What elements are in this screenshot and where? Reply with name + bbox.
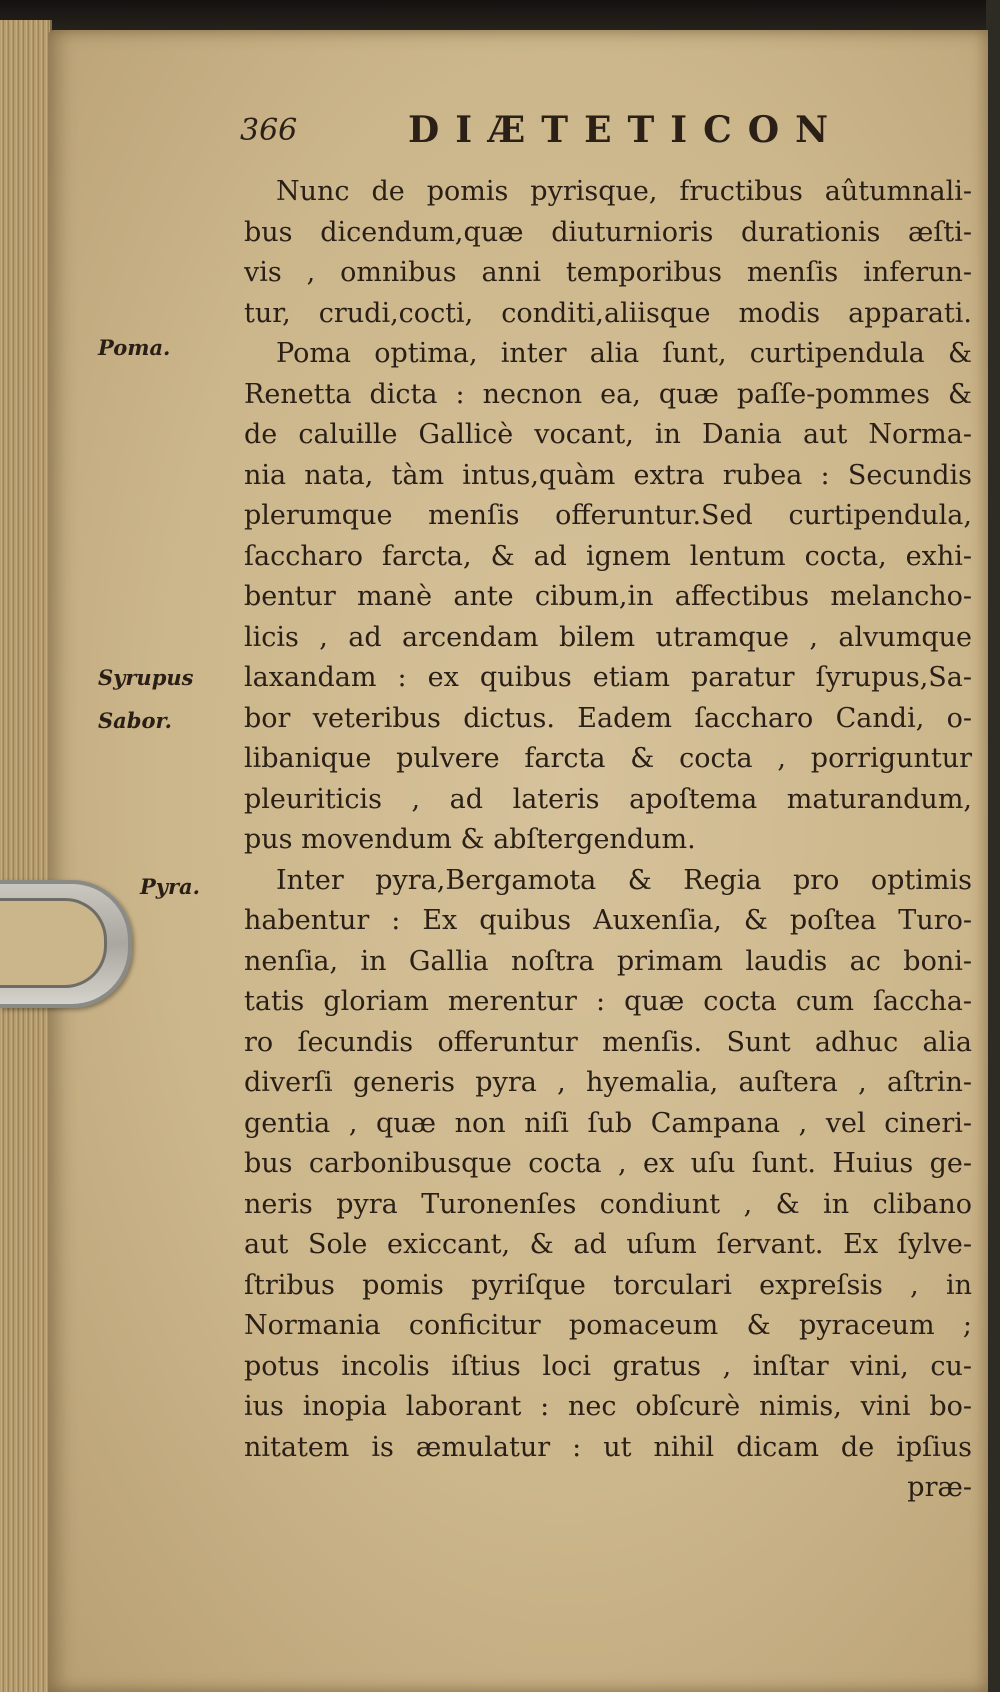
text-line-9: plerumque menſis offeruntur.Sed curtipendula, [244, 500, 972, 531]
page-clip-inner [0, 898, 107, 988]
text-line-23: diverſi generis pyra , hyemalia, auſtera , aſtrin- [244, 1067, 972, 1098]
text-line-31: ius inopia laborant : nec obſcurè nimis, vini bo- [244, 1391, 972, 1422]
text-line-16: pleuriticis , ad lateris apoſtema maturandum, [244, 783, 972, 815]
margin-note-syrupus: Syrupus [98, 665, 194, 690]
text-line-27: aut Sole exiccant, & ad uſum ſervant. Ex ſylve- [244, 1229, 972, 1260]
text-line-32: nitatem is æmulatur : ut nihil dicam de ipſius [244, 1431, 972, 1463]
text-line-18: Inter pyra,Bergamota & Regia pro optimis [276, 864, 972, 896]
text-line-17: pus movendum & abſtergendum. [244, 824, 696, 855]
text-line-5: Poma optima, inter alia ſunt, curtipendula & [276, 338, 972, 369]
text-line-28: ſtribus pomis pyriſque torculari expreſsis , in [244, 1269, 972, 1301]
text-line-10: ſaccharo farcta, & ad ignem lentum cocta, exhi- [244, 540, 972, 572]
running-head: DIÆTETICON [408, 109, 845, 151]
text-line-20: nenſia, in Gallia noſtra primam laudis ac boni- [244, 945, 972, 977]
text-line-22: ro ſecundis offeruntur menſis. Sunt adhuc alia [244, 1026, 972, 1058]
margin-note-pyra: Pyra. [140, 874, 200, 899]
page-stack-edges [0, 20, 52, 1692]
text-line-19: habentur : Ex quibus Auxenſia, & poſtea Turo- [244, 905, 972, 936]
text-line-3: vis , omnibus anni temporibus menſis inferun- [244, 257, 972, 288]
text-line-1: Nunc de pomis pyrisque, fructibus aûtumnali- [276, 176, 972, 207]
page-number: 366 [240, 113, 298, 148]
text-line-25: bus carbonibusque cocta , ex uſu ſunt. Huius ge- [244, 1148, 972, 1179]
text-line-4: tur, crudi,cocti, conditi,aliisque modis apparati. [244, 297, 972, 329]
text-line-29: Normania conficitur pomaceum & pyraceum ; [244, 1310, 972, 1341]
background-right [986, 0, 1000, 1692]
text-line-26: neris pyra Turonenſes condiunt , & in clibano [244, 1188, 972, 1220]
text-line-13: laxandam : ex quibus etiam paratur ſyrupus,Sa- [244, 662, 972, 693]
text-line-14: bor veteribus dictus. Eadem ſaccharo Candi, o- [244, 702, 972, 734]
text-line-30: potus incolis iſtius loci gratus , inſtar vini, cu- [244, 1350, 972, 1382]
text-line-11: bentur manè ante cibum,in affectibus melancho- [244, 581, 972, 612]
body-text [244, 172, 984, 1509]
text-line-2: bus dicendum,quæ diuturnioris durationis æſti- [244, 216, 972, 248]
text-line-15: libanique pulvere farcta & cocta , porriguntur [244, 743, 972, 774]
text-line-6: Renetta dicta : necnon ea, quæ paſſe-pommes & [244, 378, 972, 410]
text-line-21: tatis gloriam merentur : quæ cocta cum ſaccha- [244, 986, 972, 1017]
margin-note-sabor: Sabor. [98, 708, 172, 733]
page-header [240, 105, 940, 155]
text-line-24: gentia , quæ non niſi ſub Campana , vel cineri- [244, 1107, 972, 1139]
margin-note-poma: Poma. [98, 335, 171, 360]
text-line-7: de caluille Gallicè vocant, in Dania aut Norma- [244, 419, 972, 450]
catchword: præ- [907, 1472, 972, 1503]
text-line-12: licis , ad arcendam bilem utramque , alvumque [244, 621, 972, 653]
text-line-8: nia nata, tàm intus,quàm extra rubea : Secundis [244, 459, 972, 491]
